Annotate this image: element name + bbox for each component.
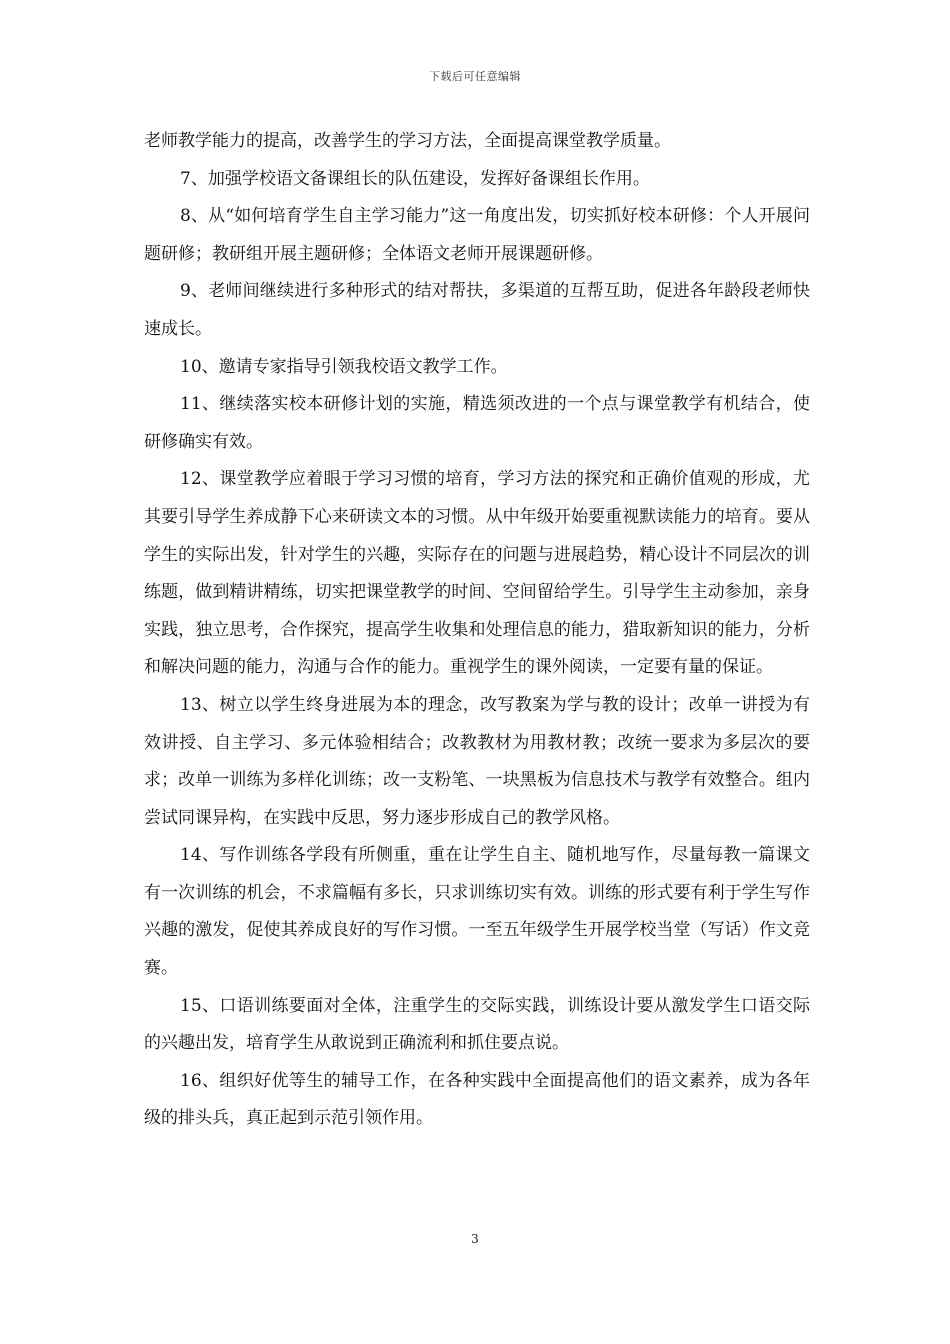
paragraph-item-16: 16、组织好优等生的辅导工作，在各种实践中全面提高他们的语文素养，成为各年级的排头兵，真正起到示范引领作用。 xyxy=(144,1070,810,1129)
paragraph-item-9: 9、老师间继续进行多种形式的结对帮扶，多渠道的互帮互助，促进各年龄段老师快速成长。 xyxy=(144,281,810,339)
paragraph-item-13: 13、树立以学生终身进展为本的理念，改写教案为学与教的设计；改单一讲授为有效讲授、自主学习、多元体验相结合；改教教材为用教材教；改统一要求为多层次的要求；改单一训练为多样化训练；改一支粉笔、一块黑板为信息技术与教学有效整合。组内尝试同课异构，在实践中反思，努力逐步形成自己的教学风格。 xyxy=(144,694,810,828)
paragraph-item-11: 11、继续落实校本研修计划的实施，精选须改进的一个点与课堂教学有机结合，使研修确实有效。 xyxy=(144,394,810,452)
paragraph-item-12: 12、课堂教学应着眼于学习习惯的培育，学习方法的探究和正确价值观的形成，尤其要引导学生养成静下心来研读文本的习惯。从中年级开始要重视默读能力的培育。要从学生的实际出发，针对学生的兴趣，实际存在的问题与进展趋势，精心设计不同层次的训练题，做到精讲精练，切实把课堂教学的时间、空间留给学生。引导学生主动参加，亲身实践，独立思考，合作探究，提高学生收集和处理信息的能力，猎取新知识的能力，分析和解决问题的能力，沟通与合作的能力。重视学生的课外阅读，一定要有量的保证。 xyxy=(144,469,810,678)
paragraph-item-7: 7、加强学校语文备课组长的队伍建设，发挥好备课组长作用。 xyxy=(180,168,650,189)
paragraph-item-8: 8、从“如何培育学生自主学习能力”这一角度出发，切实抓好校本研修：个人开展问题研修；教研组开展主题研修；全体语文老师开展课题研修。 xyxy=(144,206,810,264)
document-body xyxy=(144,123,810,1138)
page-header: 下载后可任意编辑 xyxy=(429,70,521,83)
paragraph-item-15: 15、口语训练要面对全体，注重学生的交际实践，训练设计要从激发学生口语交际的兴趣出发，培育学生从敢说到正确流利和抓住要点说。 xyxy=(144,995,810,1054)
paragraph-item-14: 14、写作训练各学段有所侧重，重在让学生自主、随机地写作，尽量每教一篇课文有一次训练的机会，不求篇幅有多长，只求训练切实有效。训练的形式要有利于学生写作兴趣的激发，促使其养成良好的写作习惯。一至五年级学生开展学校当堂（写话）作文竞赛。 xyxy=(144,845,810,979)
paragraph-continuation: 老师教学能力的提高，改善学生的学习方法，全面提高课堂教学质量。 xyxy=(144,131,671,151)
page-number: 3 xyxy=(471,1232,479,1246)
paragraph-item-10: 10、邀请专家指导引领我校语文教学工作。 xyxy=(180,356,508,377)
